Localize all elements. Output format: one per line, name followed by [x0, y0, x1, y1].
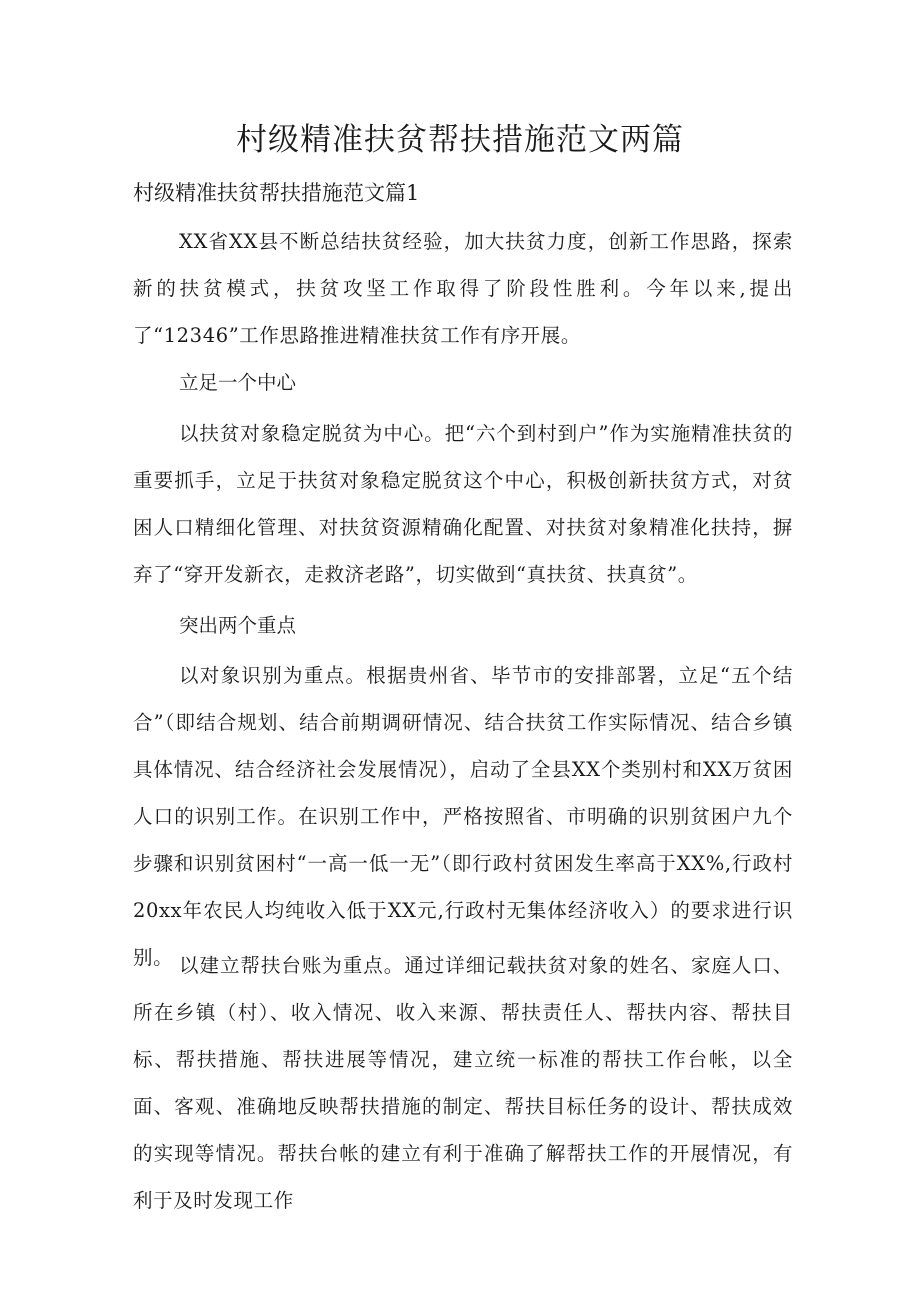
paragraph-one-center: 以扶贫对象稳定脱贫为中心。把“六个到村到户”作为实施精准扶贫的重要抓手，立足于扶贫对象稳定脱贫这个中心，积极创新扶贫方式，对贫困人口精细化管理、对扶贫资源精确化配置、对扶贫对象精准化扶持，摒弃了“穿开发新衣，走救济老路”，切实做到“真扶贫、扶真贫”。	[133, 422, 793, 586]
paragraph-assistance-ledger: 以建立帮扶台账为重点。通过详细记载扶贫对象的姓名、家庭人口、所在乡镇（村）、收入情况、收入来源、帮扶责任人、帮扶内容、帮扶目标、帮扶措施、帮扶进展等情况，建立统一标准的帮扶工作台帐，以全面、客观、准确地反映帮扶措施的制定、帮扶目标任务的设计、帮扶成效的实现等情况。帮扶台帐的建立有利于准确了解帮扶工作的开展情况，有利于及时发现工作	[133, 954, 793, 1212]
document-title: 村级精准扶贫帮扶措施范文两篇	[236, 122, 684, 158]
paragraph-object-identification: 以对象识别为重点。根据贵州省、毕节市的安排部署，立足“五个结合”（即结合规划、结合前期调研情况、结合扶贫工作实际情况、结合乡镇具体情况、结合经济社会发展情况），启动了全县XX个类别村和XX万贫困人口的识别工作。在识别工作中，严格按照省、市明确的识别贫困户九个步骤和识别贫困村“一高一低一无”（即行政村贫困发生率高于XX%,行政村20xx年农民人均纯收入低于XX元,行政村无集体经济收入）的要求进行识别。	[133, 664, 793, 969]
section-subtitle: 村级精准扶贫帮扶措施范文篇1	[133, 181, 420, 205]
heading-two-focuses: 突出两个重点	[179, 614, 297, 637]
heading-one-center: 立足一个中心	[179, 371, 297, 394]
paragraph-intro: XX省XX县不断总结扶贫经验，加大扶贫力度，创新工作思路，探索新的扶贫模式，扶贫攻坚工作取得了阶段性胜利。今年以来,提出了“12346”工作思路推进精准扶贫工作有序开展。	[133, 230, 793, 347]
